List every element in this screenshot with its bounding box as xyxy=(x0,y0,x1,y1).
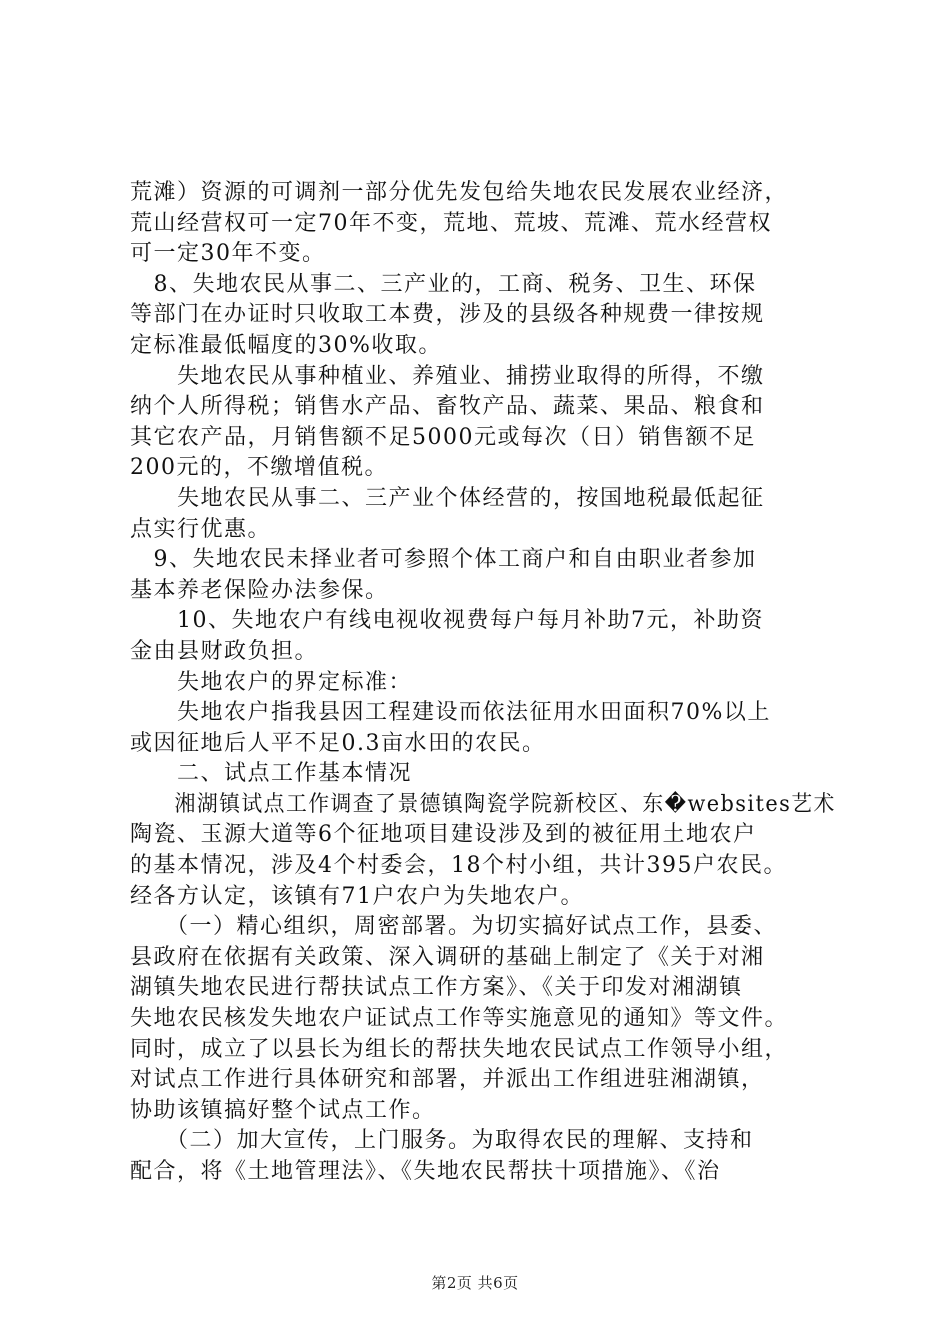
text-line: （一）精心组织，周密部署。为切实搞好试点工作，县委、 xyxy=(130,914,778,940)
text-line: 金由县财政负担。 xyxy=(130,638,319,664)
text-line: 对试点工作进行具体研究和部署，并派出工作组进驻湘湖镇， xyxy=(130,1067,765,1093)
text-line: 配合，将《土地管理法》、《失地农民帮扶十项措施》、《治 xyxy=(130,1159,721,1184)
text-line: 经各方认定，该镇有71户农户为失地农户。 xyxy=(130,883,584,909)
text-line: 可一定30年不变。 xyxy=(130,241,326,267)
text-line: 陶瓷、玉源大道等6个征地项目建设涉及到的被征用土地农户 xyxy=(130,822,757,848)
text-line: 8、失地农民从事二、三产业的，工商、税务、卫生、环保 xyxy=(130,271,757,297)
text-line: 或因征地后人平不足0.3亩水田的农民。 xyxy=(130,730,546,756)
text-line: 县政府在依据有关政策、深入调研的基础上制定了《关于对湘 xyxy=(130,944,765,970)
text-line: 定标准最低幅度的30%收取。 xyxy=(130,332,442,358)
page-footer xyxy=(0,1272,950,1293)
text-line: 的基本情况，涉及4个村委会，18个村小组，共计395户农民。 xyxy=(130,853,787,879)
text-line: 10、失地农户有线电视收视费每户每月补助7元，补助资 xyxy=(130,608,764,634)
text-line: 纳个人所得税；销售水产品、畜牧产品、蔬菜、果品、粮食和 xyxy=(130,394,765,420)
text-line: 失地农民从事种植业、养殖业、捕捞业取得的所得，不缴 xyxy=(130,363,765,389)
text-line: （二）加大宣传，上门服务。为取得农民的理解、支持和 xyxy=(130,1128,754,1154)
text-line: 失地农户指我县因工程建设而依法征用水田面积70%以上 xyxy=(130,700,771,726)
text-line: 基本养老保险办法参保。 xyxy=(130,577,389,603)
body-text xyxy=(130,178,835,1188)
text-line: 失地农民核发失地农户证试点工作等实施意见的通知》等文件。 xyxy=(130,1006,789,1032)
text-line: 失地农户的界定标准： xyxy=(130,669,413,695)
text-line: 点实行优惠。 xyxy=(130,516,272,542)
text-line: 荒滩）资源的可调剂一部分优先发包给失地农民发展农业经济， xyxy=(130,180,789,205)
text-line: 荒山经营权可一定70年不变，荒地、荒坡、荒滩、荒水经营权 xyxy=(130,210,772,236)
page-number-label: 第2页 共6页 xyxy=(431,1274,519,1292)
text-line: 湘湖镇试点工作调查了景德镇陶瓷学院新校区、东�websites艺术 xyxy=(130,791,836,817)
text-line: 湖镇失地农民进行帮扶试点工作方案》、《关于印发对湘湖镇 xyxy=(130,975,743,1001)
text-line: 同时，成立了以县长为组长的帮扶失地农民试点工作领导小组， xyxy=(130,1036,789,1062)
text-line: 协助该镇搞好整个试点工作。 xyxy=(130,1097,436,1123)
text-line: 其它农产品，月销售额不足5000元或每次（日）销售额不足 xyxy=(130,424,756,450)
text-line: 200元的，不缴增值税。 xyxy=(130,455,388,481)
section-heading: 二、试点工作基本情况 xyxy=(130,761,413,787)
text-line: 9、失地农民未择业者可参照个体工商户和自由职业者参加 xyxy=(130,547,757,573)
text-line: 等部门在办证时只收取工本费，涉及的县级各种规费一律按规 xyxy=(130,302,765,328)
text-line: 失地农民从事二、三产业个体经营的，按国地税最低起征 xyxy=(130,485,765,511)
